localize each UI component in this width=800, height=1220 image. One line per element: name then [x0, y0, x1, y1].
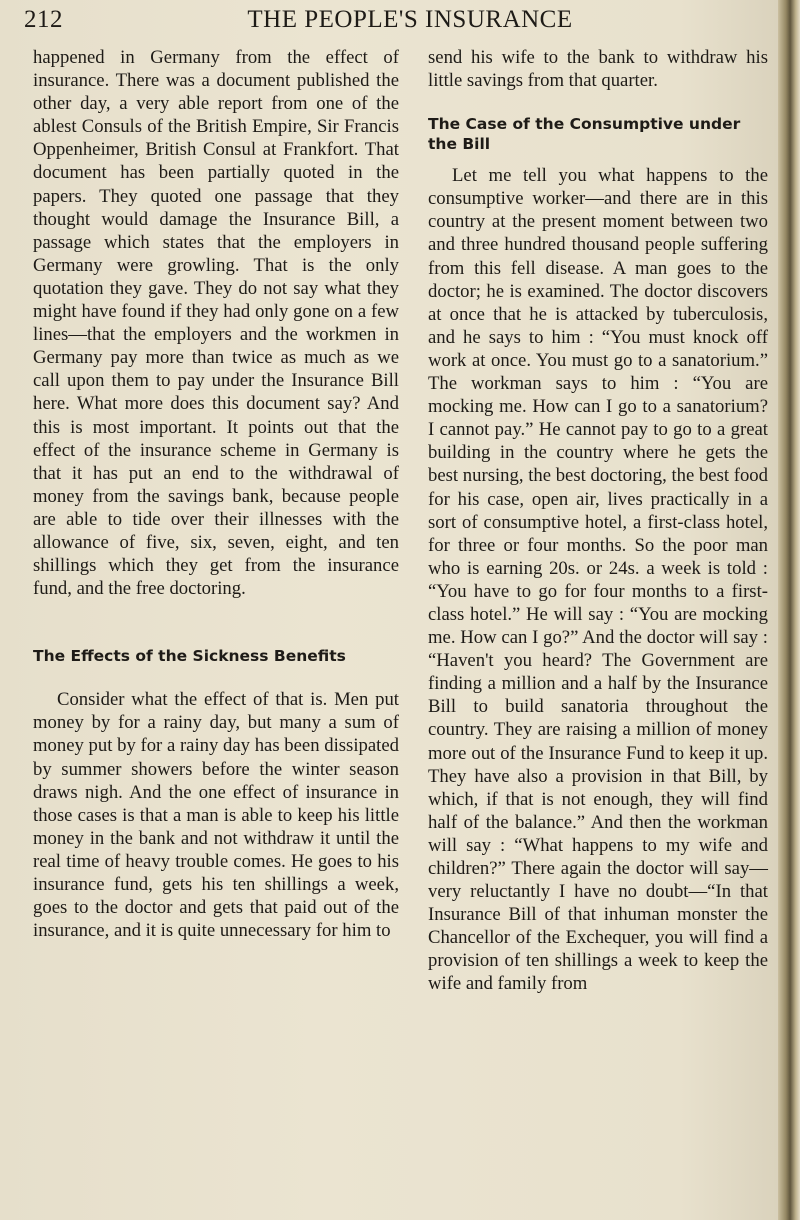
book-gutter-shadow: [778, 0, 800, 1220]
page-header: [24, 6, 766, 38]
paragraph: Consider what the effect of that is. Men put money by for a rainy day, but many a sum of money put by for a rainy day has been dissipated by summer showers before the winter season draws nigh. And the one effect of insurance in those cases is that a man is able to keep his little money in the bank and not withdraw it until the real time of heavy trouble comes. He goes to his insurance fund, gets his ten shillings a week, goes to the doctor and gets that paid out of the insurance, and it is quite unnecessary for him to: [33, 689, 399, 942]
page-number: 212: [24, 6, 63, 33]
running-head: THE PEOPLE'S INSURANCE: [247, 6, 573, 33]
right-column: [428, 46, 768, 996]
section-heading: The Effects of the Sickness Benefits: [33, 647, 346, 666]
paragraph: happened in Germany from the effect of insurance. There was a document published the other day, a very able report from one of the ablest Consuls of the British Empire, Sir Francis Oppenheimer, British Consul at Frankfort. That document has been partially quoted in the papers. They quoted one passage that they thought would damage the Insurance Bill, a passage which states that the employers in Germany were growling. That is the only quotation they gave. They do not say what they might have found if they had only gone on a few lines—that the employers and the workmen in Germany pay more than twice as much as we call upon them to pay under the Insurance Bill here. What more does this document say? And this is most important. It points out that the effect of the insurance scheme in Germany is that it has put an end to the withdrawal of money from the savings bank, because people are able to tide over their illnesses with the allowance of five, six, seven, eight, and ten shillings which they get from the insurance fund, and the free doctoring.: [33, 47, 399, 600]
paragraph: Let me tell you what happens to the consumptive worker—and there are in this country at the present moment between two and three hundred thousand people suffering from this fell disease. A man goes to the doctor; he is examined. The doctor discovers at once that he is attacked by tuberculosis, and he says to him : “You must knock off work at once. You must go to a sanatorium.” The workman says to him : “You are mocking me. How can I go to a sanatorium? I cannot pay.” He cannot pay to go to a great building in the country where he gets the best nursing, the best doctoring, the best food for his case, open air, lives practically in a sort of consumptive hotel, a first-class hotel, for three or four months. So the poor man who is earning 20s. or 24s. a week is told : “You have to go for four months to a first-class hotel.” He will say : “You are mocking me. How can I go?” And the doctor will say : “Haven't you heard? The Government are finding a million and a half by the Insurance Bill to build sanatoria throughout the country. They are raising a million of money more out of the Insurance Fund to keep it up. They have also a provision in that Bill, by which, if that is not enough, they will find half of the balance.” And then the workman will say : “What happens to my wife and children?” There again the doctor will say—very reluctantly I have no doubt—“In that Insurance Bill of that inhuman monster the Chancellor of the Exchequer, you will find a provision of ten shillings a week to keep the wife and family from: [428, 165, 768, 995]
section-heading: The Case of the Consumptive under the Bill: [428, 115, 741, 154]
paragraph: send his wife to the bank to withdraw his little savings from that quarter.: [428, 47, 768, 92]
left-column: [33, 46, 399, 942]
